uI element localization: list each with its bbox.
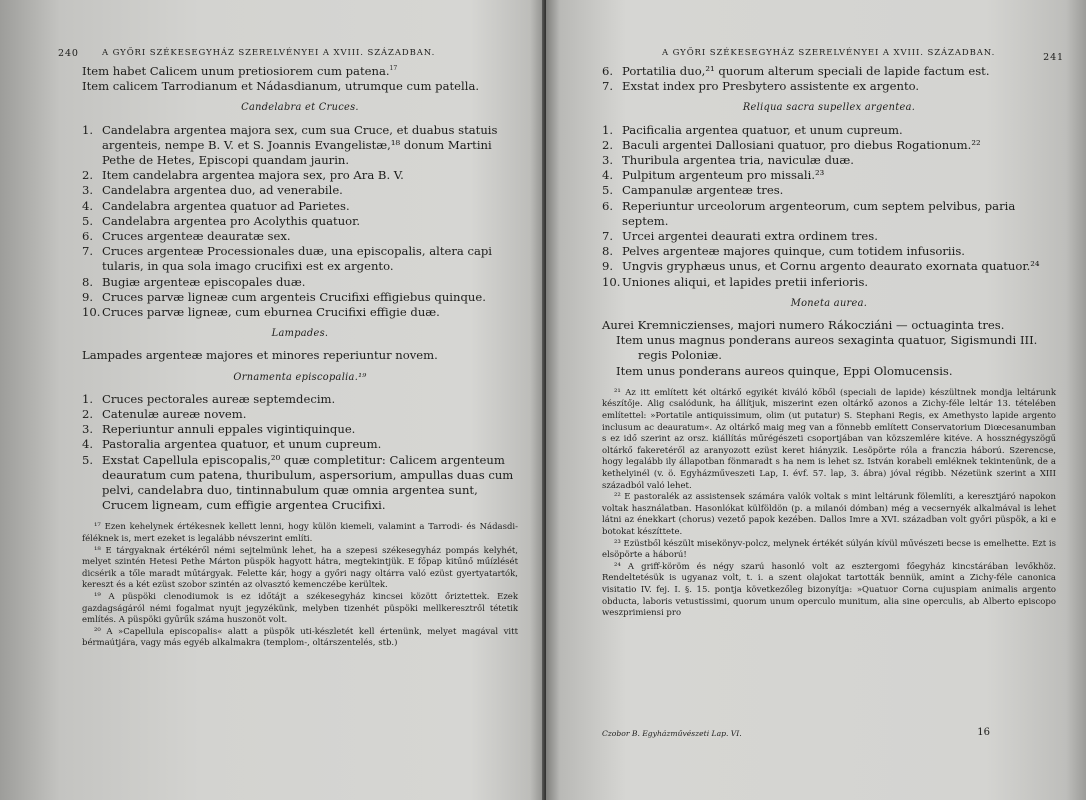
paragraph: Aurei Kremniczienses, majori numero Rákocziáni — octuaginta tres.	[602, 318, 1005, 333]
footnote: ¹⁸ E tárgyaknak értékéről némi sejtelmünk lehet, ha a szepesi székesegyház pompás kelyhét, melyet szintén Hetesi Pethe Márton püspök hagyott hátra, megtekintjük. E főpap kitűnő műízlését dicsérik a tőle maradt műtárgyak. Felette kár, hogy a győri nagy oltárra való ezüst gyertyatartók, kereszt és a két ezüst szobor szintén az olvasztó kemenczébe kerültek.	[82, 545, 518, 591]
list-item: 3. Thuribula argentea tria, naviculæ duæ.	[602, 153, 854, 168]
section-heading: Ornamenta episcopalia.¹⁹	[233, 371, 367, 383]
list-item: 10. Cruces parvæ ligneæ, cum eburnea Crucifixi effigie duæ.	[82, 305, 440, 320]
left-footnotes	[82, 522, 518, 650]
item-list	[82, 123, 518, 321]
paragraph: Lampades argenteæ majores et minores reperiuntur novem.	[82, 348, 438, 363]
intro-line: Item calicem Tarrodianum et Nádasdianum, utrumque cum patella.	[82, 79, 480, 94]
list-item: 7. Cruces argenteæ Processionales duæ, una episcopalis, altera capi tularis, in qua sola imago crucifixi est ex argento.	[82, 244, 493, 274]
item-list	[602, 123, 1056, 290]
list-item: 3. Candelabra argentea duo, ad venerabile.	[82, 183, 343, 198]
list-item: 3. Reperiuntur annuli eppales vigintiquinque.	[82, 422, 356, 437]
footnote: ²¹ Az itt említett két oltárkő egyikét kiváló kőből (speciali de lapide) készültnek mondja leltárunk készítője. Alig csalódunk, ha állítjuk, miszerint ezen oltárkő azonos a Zichy-féle leltár 13. tételében említettel: »Portatile antiquissimum, olim (ut putatur) S. Stephani Regis, ex Amethysto lapide argento inclusum ac deauratum«. Az oltárkő maig meg van a fönnebb említett Conservatorium Diœcesanumban s ez idő szerint az orsz. kiállítás műrégészeti csoportjában van közszemlére kitéve. A hossznégyszögű oltárkő fakeretéről az aranyozott ezüst keret hiányzik. Lesöpörte róla a franczia háború. Szerencse, hogy legalább ily állapotban fönmaradt s ha nem is lehet sz. István korabeli emléknek tekintenünk, de a kethelyinél (v. ö. Egyházműveszeti Lap, I. évf. 57. lap, 3. ábra) jóval régibb. Nézetünk szerint a XIII századból való lehet.	[602, 387, 1056, 491]
list-item: 2. Item candelabra argentea majora sex, pro Ara B. V.	[82, 168, 404, 183]
right-running-title: A GYŐRI SZÉKESEGYHÁZ SZERELVÉNYEI A XVIII. SZÁZADBAN.	[662, 48, 996, 58]
list-item: 8. Bugiæ argenteæ episcopales duæ.	[82, 274, 306, 289]
footnote: ²⁴ A griff-köröm és négy szarú hasonló volt az esztergomi főegyház kincstárában levőkhöz. Rendeltetésük is ugyanaz volt, t. i. a szent olajokat tartották bennük, amint a Zichy-féle canonica visitatio IV. fej. I. §. 15. pontja következőleg bizonyítja: »Quatuor Corna cujuspiam animalis argento obducta, laboris vetustissimi, quorum unum operculo munitum, alia sine operculis, ab Alberto episcopo weszprimiensi pro	[602, 561, 1056, 619]
footnote: ²⁰ A »Capellula episcopalis« alatt a püspök uti-készletét kell értenünk, melyet magával vitt bérmaútjára, vagy más egyéb alkalmakra (templom-, oltárszentelés, stb.)	[82, 626, 518, 649]
list-item: 5. Exstat Capellula episcopalis,²⁰ quæ completitur: Calicem argenteum deauratum cum patena, thuribulum, aspersorium, ampullas duas cum pelvi, candelabra duo, tintinnabulum quæ omnia argentea sunt, Crucem ligneam, cum effigie argentea Crucifixi.	[82, 452, 514, 513]
item-list	[82, 392, 518, 514]
left-page-number: 240	[58, 48, 79, 59]
signature-number: 16	[977, 727, 990, 738]
paragraph: Item unus magnus ponderans aureos sexaginta quatuor, Sigismundi III. regis Poloniæ.	[616, 333, 1038, 363]
list-item: 6. Cruces argenteæ deauratæ sex.	[82, 229, 291, 244]
item-list	[602, 64, 1056, 94]
footnote: ²³ Ezüstből készült misekönyv-polcz, melynek értékét súlyán kívül művészeti becse is emelhette. Ezt is elsöpörte a háború!	[602, 538, 1056, 561]
footnote: ¹⁹ A püspöki clenodiumok is ez időtájt a székesegyház kincsei között őriztettek. Ezek gazdagságáról némi fogalmat nyujt jegyzékünk, melyben tizenhét püspöki mellkeresztről tétetik említés. A püspöki gyűrűk száma huszonöt volt.	[82, 592, 518, 626]
right-footnotes	[602, 388, 1056, 620]
signature-line: Czobor B. Egyházművészeti Lap. VI.	[602, 729, 742, 738]
list-item: 1. Candelabra argentea majora sex, cum sua Cruce, et duabus statuis argenteis, nempe B. V. et S. Joannis Evangelistæ,¹⁸ donum Martini Pethe de Hetes, Episcopi quandam jaurin.	[82, 122, 498, 168]
footnote: ²² E pastoralék az assistensek számára valók voltak s mint leltárunk fölemlíti, a keresztjáró napokon voltak használatban. Hasonlókat külföldön (p. a milanói dómban) még a vecsernyék alkalmával is lehet látni az énekkart (chorus) vezető papok kezében. Dallos Imre a XVI. században volt győri püspök, a ki e botokat készíttete.	[602, 492, 1056, 537]
list-item: 4. Pulpitum argenteum pro missali.²³	[602, 168, 825, 183]
list-item: 10. Uniones aliqui, et lapides pretii inferioris.	[602, 274, 869, 289]
right-body	[602, 64, 1056, 379]
left-body	[82, 64, 518, 513]
list-item: 6. Portatilia duo,²¹ quorum alterum speciali de lapide factum est.	[602, 64, 990, 78]
list-item: 2. Catenulæ aureæ novem.	[82, 407, 247, 422]
list-item: 1. Pacificalia argentea quatuor, et unum cupreum.	[602, 122, 903, 137]
list-item: 7. Urcei argentei deaurati extra ordinem tres.	[602, 229, 878, 244]
footnote: ¹⁷ Ezen kehelynek értékesnek kellett lenni, hogy külön kiemeli, valamint a Tarrodi- és Nádasdi-féléknek is, mert ezeket is legalább névszerint említi.	[82, 522, 518, 545]
list-item: 9. Cruces parvæ ligneæ cum argenteis Crucifixi effigiebus quinque.	[82, 289, 486, 304]
right-page-number: 241	[1043, 52, 1064, 63]
list-item: 5. Campanulæ argenteæ tres.	[602, 183, 784, 198]
list-item: 4. Candelabra argentea quatuor ad Parietes.	[82, 198, 350, 213]
list-item: 2. Baculi argentei Dallosiani quatuor, pro diebus Rogationum.²²	[602, 137, 981, 152]
left-running-title: A GYŐRI SZÉKESEGYHÁZ SZERELVÉNYEI A XVIII. SZÁZADBAN.	[102, 48, 436, 58]
left-running-head	[58, 46, 518, 64]
section-heading: Lampades.	[271, 328, 329, 340]
section-heading: Moneta aurea.	[790, 297, 868, 309]
list-item: 9. Ungvis gryphæus unus, et Cornu argento deaurato exornata quatuor.²⁴	[602, 259, 1040, 274]
list-item: 7. Exstat index pro Presbytero assistente ex argento.	[602, 79, 920, 94]
intro-line: Item habet Calicem unum pretiosiorem cum patena.$^{17}$	[82, 64, 398, 78]
right-page	[546, 0, 1086, 800]
list-item: 5. Candelabra argentea pro Acolythis quatuor.	[82, 213, 361, 228]
list-item: 4. Pastoralia argentea quatuor, et unum cupreum.	[82, 437, 382, 452]
section-heading: Candelabra et Cruces.	[241, 102, 359, 114]
right-running-head	[602, 46, 1064, 64]
paragraph: Item unus ponderans aureos quinque, Eppi Olomucensis.	[616, 363, 953, 378]
list-item: 6. Reperiuntur urceolorum argenteorum, cum septem pelvibus, paria septem.	[602, 198, 1016, 228]
list-item: 1. Cruces pectorales aureæ septemdecim.	[82, 391, 336, 406]
list-item: 8. Pelves argenteæ majores quinque, cum totidem infusoriis.	[602, 244, 965, 259]
section-heading: Reliqua sacra supellex argentea.	[742, 102, 916, 114]
